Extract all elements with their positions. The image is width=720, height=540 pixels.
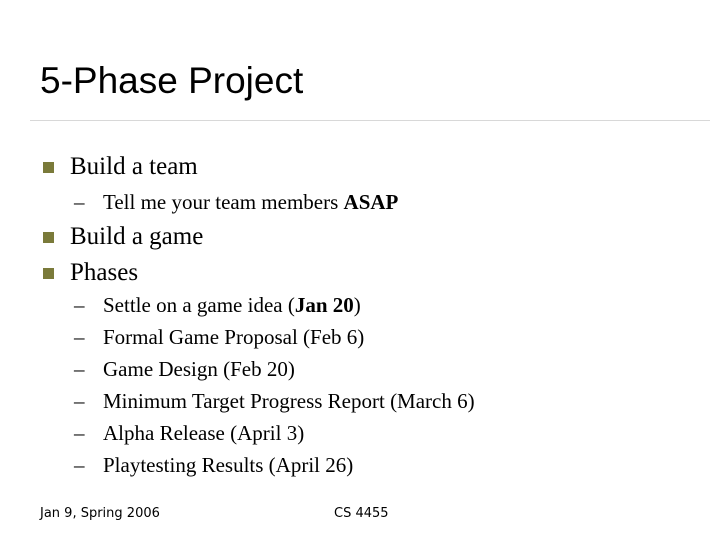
square-bullet-icon: [43, 232, 54, 243]
footer-course: CS 4455: [334, 506, 389, 521]
phase-item-text: Minimum Target Progress Report (March 6): [103, 389, 475, 413]
bullet-label: Phases: [70, 259, 139, 286]
phase-item-text-tail: ): [353, 293, 361, 317]
phase-item-text: Alpha Release (April 3): [103, 421, 305, 445]
footer-date: Jan 9, Spring 2006: [40, 506, 160, 521]
bullet-label: Build a game: [70, 223, 204, 250]
sub-item-text: [103, 189, 398, 215]
dash-bullet-icon: –: [74, 389, 85, 413]
bullet-label: Build a team: [70, 153, 198, 180]
sub-item-text-bold: ASAP: [343, 190, 399, 214]
square-bullet-icon: [43, 162, 54, 173]
sub-item-text-plain: Tell me your team members: [103, 190, 344, 214]
title-divider: [30, 120, 710, 121]
phase-item-text: Game Design (Feb 20): [103, 357, 295, 381]
dash-bullet-icon: –: [74, 325, 85, 349]
phase-item-text-bold: Jan 20: [294, 293, 354, 317]
phase-item-text-plain: Settle on a game idea (: [103, 293, 295, 317]
phase-item-text: [103, 292, 361, 318]
dash-bullet-icon: –: [74, 453, 85, 477]
phase-item-text: Playtesting Results (April 26): [103, 453, 354, 477]
slide-title: 5-Phase Project: [40, 60, 304, 101]
dash-bullet-icon: –: [74, 357, 85, 381]
square-bullet-icon: [43, 268, 54, 279]
dash-bullet-icon: –: [74, 421, 85, 445]
dash-bullet-icon: –: [74, 293, 85, 317]
dash-bullet-icon: –: [74, 190, 85, 214]
phase-item-text: Formal Game Proposal (Feb 6): [103, 325, 365, 349]
